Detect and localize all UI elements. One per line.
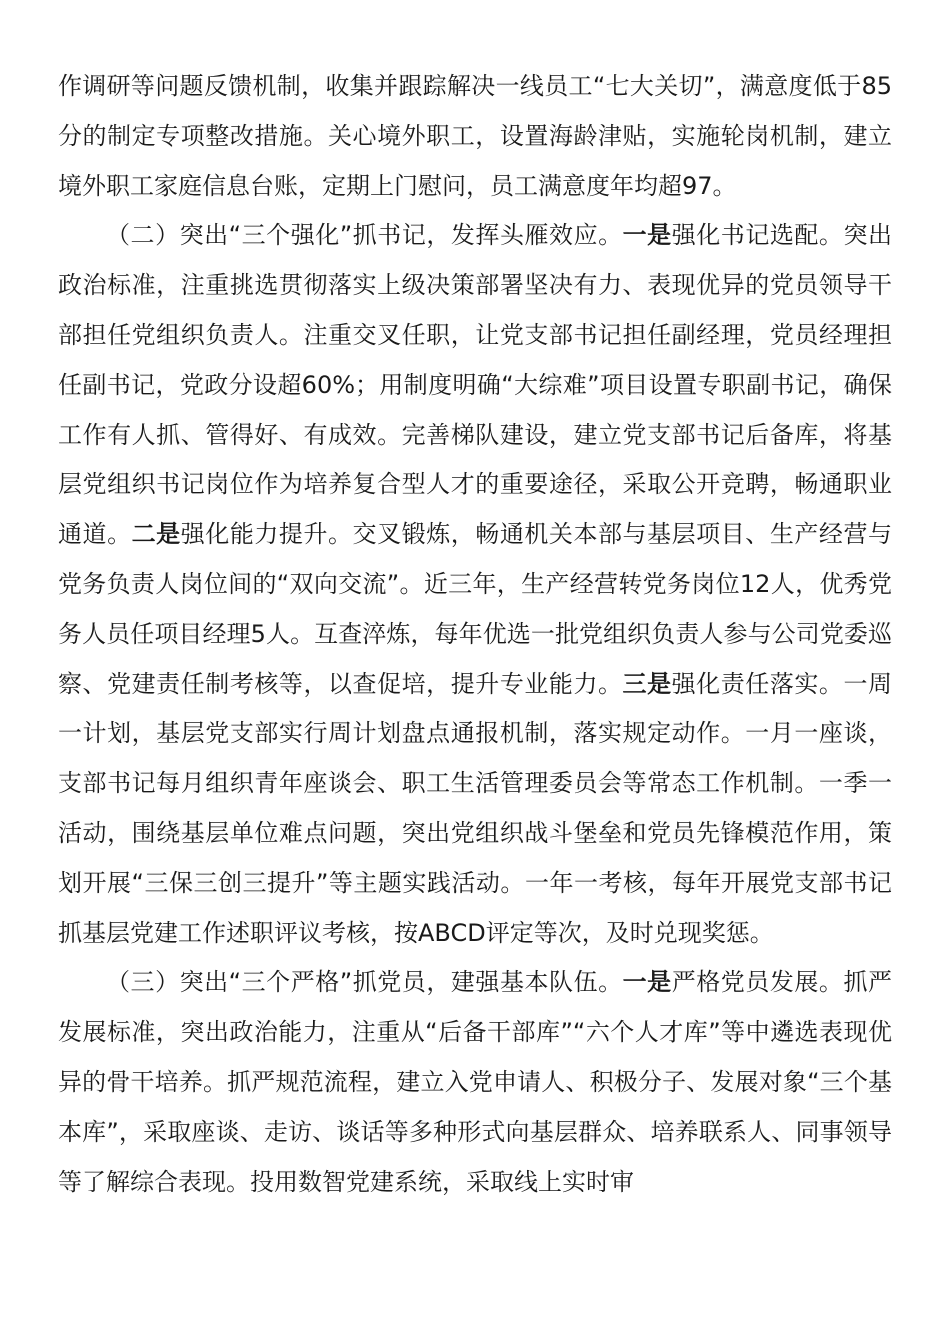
lead-item-1: 一是 bbox=[622, 968, 672, 997]
paragraph-3-text-1: 严格党员发展。抓严发展标准，突出政治能力，注重从“后备干部库”“六个人才库”等中遴选表现优异的骨干培养。抓严规范流程，建立入党申请人、积极分子、发展对象“三个基本库”，采取座谈、走访、谈话等多种形式向基层群众、培养联系人、同事领导等了解综合表现。投用数智党建系统，采取线上实时审 bbox=[58, 968, 892, 1196]
paragraph-1-text: 作调研等问题反馈机制，收集并跟踪解决一线员工“七大关切”，满意度低于85分的制定专项整改措施。关心境外职工，设置海龄津贴，实施轮岗机制，建立境外职工家庭信息台账，定期上门慰问，员工满意度年均超97。 bbox=[58, 72, 892, 200]
section-3-heading: （三）突出“三个严格”抓党员，建强基本队伍。 bbox=[106, 968, 623, 997]
paragraph-1 bbox=[58, 62, 892, 211]
paragraph-2-text-3: 强化责任落实。一周一计划，基层党支部实行周计划盘点通报机制，落实规定动作。一月一座谈，支部书记每月组织青年座谈会、职工生活管理委员会等常态工作机制。一季一活动，围绕基层单位难点问题，突出党组织战斗堡垒和党员先锋模范作用，策划开展“三保三创三提升”等主题实践活动。一年一考核，每年开展党支部书记抓基层党建工作述职评议考核，按ABCD评定等次，及时兑现奖惩。 bbox=[58, 669, 893, 947]
lead-item-2: 二是 bbox=[131, 520, 181, 549]
document-page bbox=[58, 62, 892, 1207]
lead-item-1: 一是 bbox=[622, 221, 672, 250]
lead-item-3: 三是 bbox=[622, 669, 672, 698]
paragraph-2-text-2: 强化能力提升。交叉锻炼，畅通机关本部与基层项目、生产经营与党务负责人岗位间的“双向交流”。近三年，生产经营转党务岗位12人，优秀党务人员任项目经理5人。互查淬炼，每年优选一批党组织负责人参与公司党委巡察、党建责任制考核等，以查促培，提升专业能力。 bbox=[58, 520, 893, 698]
paragraph-2-text-1: 强化书记选配。突出政治标准，注重挑选贯彻落实上级决策部署坚决有力、表现优异的党员领导干部担任党组织负责人。注重交叉任职，让党支部书记担任副经理，党员经理担任副书记，党政分设超60%；用制度明确“大综难”项目设置专职副书记，确保工作有人抓、管得好、有成效。完善梯队建设，建立党支部书记后备库，将基层党组织书记岗位作为培养复合型人才的重要途径，采取公开竞聘，畅通职业通道。 bbox=[58, 221, 892, 549]
paragraph-2 bbox=[58, 211, 892, 958]
paragraph-3 bbox=[58, 958, 892, 1207]
section-2-heading: （二）突出“三个强化”抓书记，发挥头雁效应。 bbox=[106, 221, 623, 250]
